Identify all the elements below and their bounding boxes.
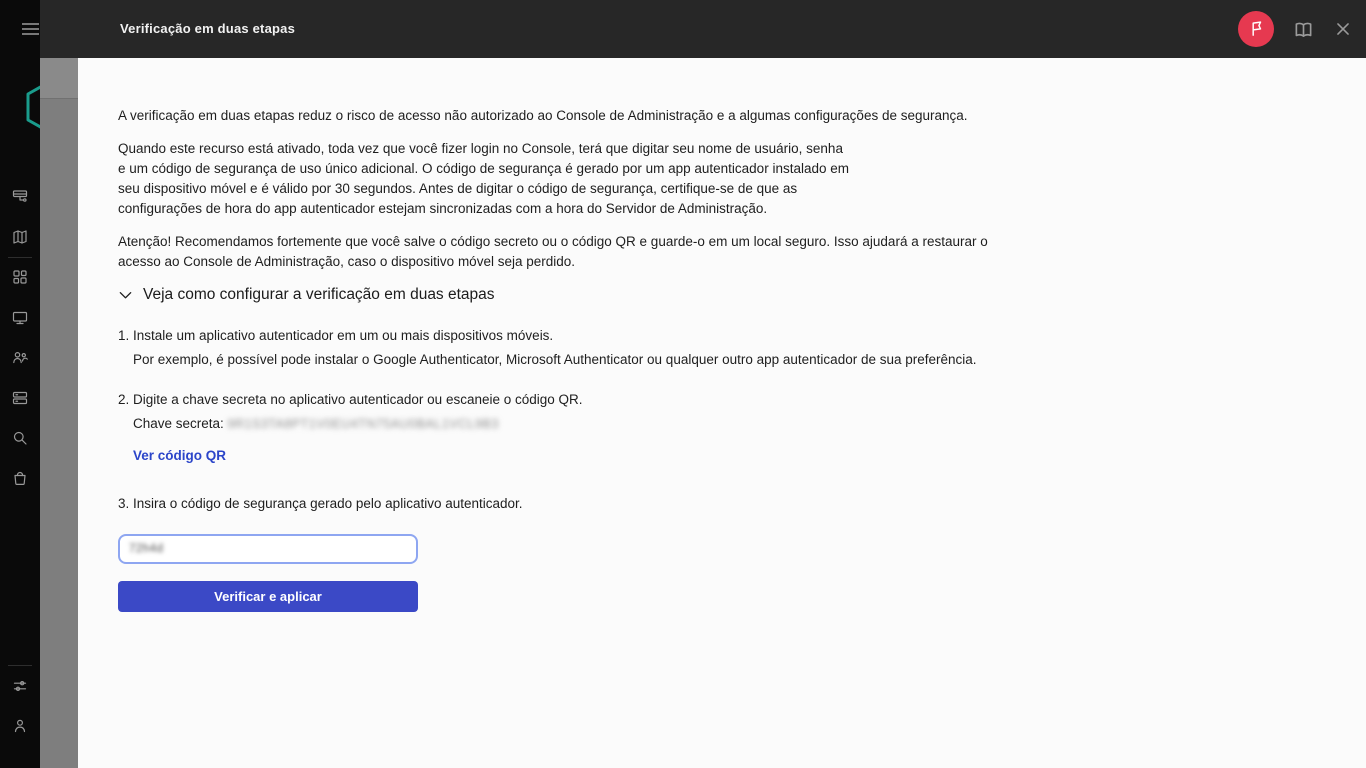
intro-paragraph: A verificação em duas etapas reduz o risco de acesso não autorizado ao Console de Administração e a algumas configurações de segurança. — [118, 108, 968, 123]
step-2 — [118, 388, 1326, 436]
attention-paragraph: Atenção! Recomendamos fortemente que você salve o código secreto ou o código QR e guarde-o em um local seguro. Isso ajudará a restaurar o acesso ao Console de Administração, caso o dispositivo móvel seja perdido. — [118, 234, 988, 269]
accordion-label: Veja como configurar a verificação em duas etapas — [143, 286, 495, 303]
close-button[interactable] — [1332, 18, 1354, 40]
security-code-input[interactable] — [118, 534, 418, 564]
topbar-actions — [1238, 0, 1354, 58]
map-guide-icon — [12, 229, 28, 245]
flag-notification-button[interactable] — [1238, 11, 1274, 47]
sidebar-divider-bottom — [8, 665, 32, 666]
step-2-number: 2. — [118, 392, 130, 407]
kaspersky-logo-hexagon — [26, 78, 40, 136]
documentation-button[interactable] — [1292, 18, 1314, 40]
sidebar-item-guide[interactable] — [12, 229, 28, 245]
sidebar-item-users[interactable] — [12, 350, 28, 366]
step-3-number: 3. — [118, 496, 130, 511]
sidebar-item-repositories[interactable] — [12, 390, 28, 406]
step-1-note: Por exemplo, é possível pode instalar o Google Authenticator, Microsoft Authenticator ou qualquer outro app autenticador de sua preferência. — [133, 352, 977, 367]
chevron-down-icon — [118, 288, 133, 303]
sidebar-item-dashboard[interactable] — [12, 269, 28, 285]
how-it-works-paragraph: Quando este recurso está ativado, toda vez que você fizer login no Console, terá que digitar seu nome de usuário, senha e um código de segurança de uso único adicional. O código de segurança é gerado por um app autenticador instalado em seu dispositivo móvel e é válido por 30 segundos. Antes de digitar o código de segurança, certifique-se de que as configurações de hora do app autenticador estejam sincronizadas com a hora do Servidor de Administração. — [118, 141, 849, 216]
dimmed-backdrop-header — [40, 58, 78, 99]
setup-accordion-toggle[interactable] — [118, 286, 1326, 304]
step-1 — [118, 324, 1326, 372]
top-bar — [0, 0, 1366, 58]
sidebar-item-devices[interactable] — [12, 310, 28, 326]
sidebar-item-console-settings[interactable] — [12, 678, 28, 694]
step-1-text: Instale um aplicativo autenticador em um ou mais dispositivos móveis. — [133, 328, 554, 343]
dashboard-grid-icon — [12, 269, 28, 285]
hierarchy-server-icon — [12, 188, 28, 204]
step-3-text: Insira o código de segurança gerado pelo aplicativo autenticador. — [133, 496, 523, 511]
settings-sliders-icon — [12, 678, 28, 694]
step-2-text: Digite a chave secreta no aplicativo autenticador ou escaneie o código QR. — [133, 392, 583, 407]
sidebar-item-hierarchy[interactable] — [12, 188, 28, 204]
sidebar-item-profile[interactable] — [12, 718, 28, 734]
step-1-number: 1. — [118, 328, 130, 343]
page-title: Verificação em duas etapas — [120, 21, 296, 36]
secret-key-label: Chave secreta: — [133, 416, 224, 431]
devices-monitor-icon — [12, 310, 28, 326]
book-icon — [1294, 20, 1313, 39]
security-code-redacted: 72h4d — [129, 543, 164, 555]
search-icon — [12, 430, 28, 446]
marketplace-bag-icon — [12, 470, 28, 486]
dimmed-backdrop[interactable] — [40, 58, 78, 768]
sidebar-divider — [8, 257, 32, 258]
close-icon — [1334, 20, 1352, 38]
storage-repositories-icon — [12, 390, 28, 406]
flag-icon — [1247, 20, 1265, 38]
users-icon — [12, 350, 28, 366]
step-3 — [118, 492, 1326, 516]
hamburger-menu-icon[interactable] — [22, 23, 40, 37]
verify-apply-button[interactable]: Verificar e aplicar — [118, 581, 418, 612]
sidebar-item-search[interactable] — [12, 430, 28, 446]
profile-user-icon — [12, 718, 28, 734]
sidebar — [0, 0, 40, 768]
secret-key-redacted: 9R1S3TA8PT1V0EU4TN75AU0BAL1VCL9B3 — [227, 417, 499, 431]
two-step-verification-panel — [78, 58, 1366, 768]
view-qr-code-link[interactable]: Ver código QR — [133, 448, 227, 463]
sidebar-item-marketplace[interactable] — [12, 470, 28, 486]
